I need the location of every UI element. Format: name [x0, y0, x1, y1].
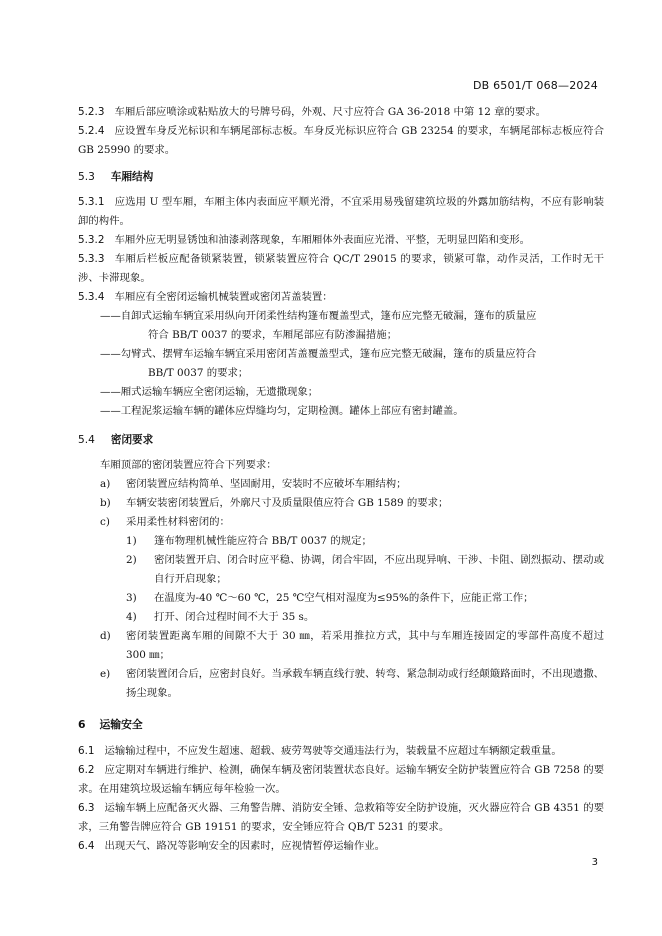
page-number: 3: [591, 857, 598, 868]
clause-5-3-4: [78, 288, 604, 307]
section-title: 车厢结构: [110, 171, 154, 183]
list-item-text: 采用柔性材料密闭的：: [126, 516, 230, 528]
section-title: 运输安全: [99, 718, 143, 731]
clause-text: 应定期对车辆进行维护、检测，确保车辆及密闭装置状态良好。运输车辆安全防护装置应符合 GB 7258 的要求。在用建筑垃圾运输车辆应每年检验一次。: [78, 764, 604, 795]
clause-number: 5.2.4: [78, 125, 105, 137]
sub-list-marker: 1): [126, 535, 137, 547]
clause-text: 应设置车身反光标识和车辆尾部标志板。车身反光标识应符合 GB 23254 的要求，车辆尾部标志板应符合 GB 25990 的要求。: [78, 125, 604, 156]
clause-text: 运输输过程中，不应发生超速、超载、疲劳驾驶等交通违法行为，装载量不应超过车辆额定载重量。: [104, 745, 562, 757]
page-content: [78, 103, 604, 856]
list-marker: c): [100, 516, 110, 528]
dash-list: [78, 307, 604, 421]
section-number: 6: [78, 718, 86, 731]
dash-item: ——厢式运输车辆应全密闭运输，无遗撒现象；: [100, 386, 319, 398]
sub-list-item: [78, 551, 604, 589]
list-item-text: 密闭装置距离车厢的间隙不大于 30 ㎜，若采用推拉方式，其中与车厢连接固定的零部件高度不超过 300 ㎜；: [126, 630, 604, 661]
clause-text: 运输车辆上应配备灭火器、三角警告牌、消防安全锤、急救箱等安全防护设施，灭火器应符合 GB 4351 的要求，三角警告牌应符合 GB 19151 的要求，安全锤应符合 QB/T 5231 的要求。: [78, 802, 604, 833]
clause-6-1: [78, 742, 604, 761]
list-marker: b): [100, 497, 111, 509]
clause-text: 应选用 U 型车厢，车厢主体内表面应平顺光滑，不宜采用易残留建筑垃圾的外露加筋结构，不应有影响装卸的构件。: [78, 196, 604, 227]
clause-number: 6.1: [78, 745, 95, 757]
list-marker: e): [100, 668, 111, 680]
section-number: 5.3: [78, 171, 95, 183]
list-item: [78, 513, 604, 532]
sub-list-marker: 4): [126, 611, 137, 623]
dash-item-continuation: 符合 BB/T 0037 的要求，车厢尾部应有防渗漏措施；: [148, 329, 398, 341]
dash-item: ——自卸式运输车辆宜采用纵向开闭柔性结构篷布覆盖型式，篷布应完整无破漏，篷布的质量应: [100, 310, 537, 322]
clause-text: 车厢应有全密闭运输机械装置或密闭苫盖装置：: [114, 291, 333, 303]
clause-5-3-2: [78, 231, 604, 250]
list-intro: 车厢顶部的密闭装置应符合下列要求：: [100, 459, 277, 471]
section-heading-6: [78, 715, 604, 734]
list-marker: d): [100, 630, 111, 642]
clause-5-3-3: [78, 250, 604, 288]
sub-list-marker: 2): [126, 554, 137, 566]
section-heading-5-4: [78, 431, 604, 450]
sub-list-item-text: 在温度为-40 ℃～60 ℃，25 ℃空气相对湿度为≤95%的条件下，应能正常工作；: [154, 592, 534, 604]
clause-text: 车厢后栏板应配备锁紧装置，锁紧装置应符合 QC/T 29015 的要求，锁紧可靠，动作灵活，工作时无干涉、卡滞现象。: [78, 253, 604, 284]
clause-5-2-3: [78, 103, 604, 122]
clause-text: 车厢外应无明显锈蚀和油漆剥落现象，车厢厢体外表面应光滑、平整，无明显凹陷和变形。: [114, 234, 531, 246]
clause-5-2-4: [78, 122, 604, 160]
clause-6-3: [78, 799, 604, 837]
clause-number: 5.3.4: [78, 291, 105, 303]
sub-list-item: [78, 608, 604, 627]
dash-item: ——勾臂式、摆臂车运输车辆宜采用密闭苫盖覆盖型式，篷布应完整无破漏，篷布的质量应符合: [100, 348, 537, 360]
list-item: [78, 475, 604, 494]
section-heading-5-3: [78, 168, 604, 187]
clause-number: 6.4: [78, 840, 95, 852]
clause-5-3-1: [78, 193, 604, 231]
list-item: [78, 665, 604, 703]
section-number: 5.4: [78, 434, 95, 446]
sub-list-marker: 3): [126, 592, 137, 604]
clause-number: 5.2.3: [78, 106, 105, 118]
section-title: 密闭要求: [110, 434, 154, 446]
clause-text: 出现天气、路况等影响安全的因素时，应视情暂停运输作业。: [104, 840, 386, 852]
clause-6-4: [78, 837, 604, 856]
sub-list-item: [78, 532, 604, 551]
dash-item: ——工程泥浆运输车辆的罐体应焊缝均匀，定期检测。罐体上部应有密封罐盖。: [100, 405, 464, 417]
clause-number: 5.3.1: [78, 196, 105, 208]
sub-list-item-text: 打开、闭合过程时间不大于 35 s。: [154, 611, 315, 623]
list-item: [78, 627, 604, 665]
sub-list-item-text: 篷布物理机械性能应符合 BB/T 0037 的规定；: [154, 535, 372, 547]
clause-number: 6.3: [78, 802, 95, 814]
clause-number: 5.3.2: [78, 234, 105, 246]
list-item-text: 车辆安装密闭装置后，外廓尺寸及质量限值应符合 GB 1589 的要求；: [126, 497, 449, 509]
dash-item-continuation: BB/T 0037 的要求；: [148, 367, 249, 379]
list-item: [78, 494, 604, 513]
sub-list-item: [78, 589, 604, 608]
clause-number: 6.2: [78, 764, 95, 776]
list-marker: a): [100, 478, 111, 490]
clause-number: 5.3.3: [78, 253, 105, 265]
clause-text: 车厢后部应喷涂或粘贴放大的号牌号码，外观、尺寸应符合 GA 36-2018 中第 12 章的要求。: [114, 106, 547, 118]
document-code: DB 6501/T 068—2024: [472, 79, 598, 92]
sub-list-item-text: 密闭装置开启、闭合时应平稳、协调，闭合牢固，不应出现异响、干涉、卡阻、剧烈振动、摆动或自行开启现象；: [154, 554, 604, 585]
list-item-text: 密闭装置闭合后，应密封良好。当承载车辆直线行驶、转弯、紧急制动或行经颠簸路面时，不出现遗撒、扬尘现象。: [126, 668, 604, 699]
list-item-text: 密闭装置应结构简单、坚固耐用，安装时不应破坏车厢结构；: [126, 478, 407, 490]
clause-6-2: [78, 761, 604, 799]
